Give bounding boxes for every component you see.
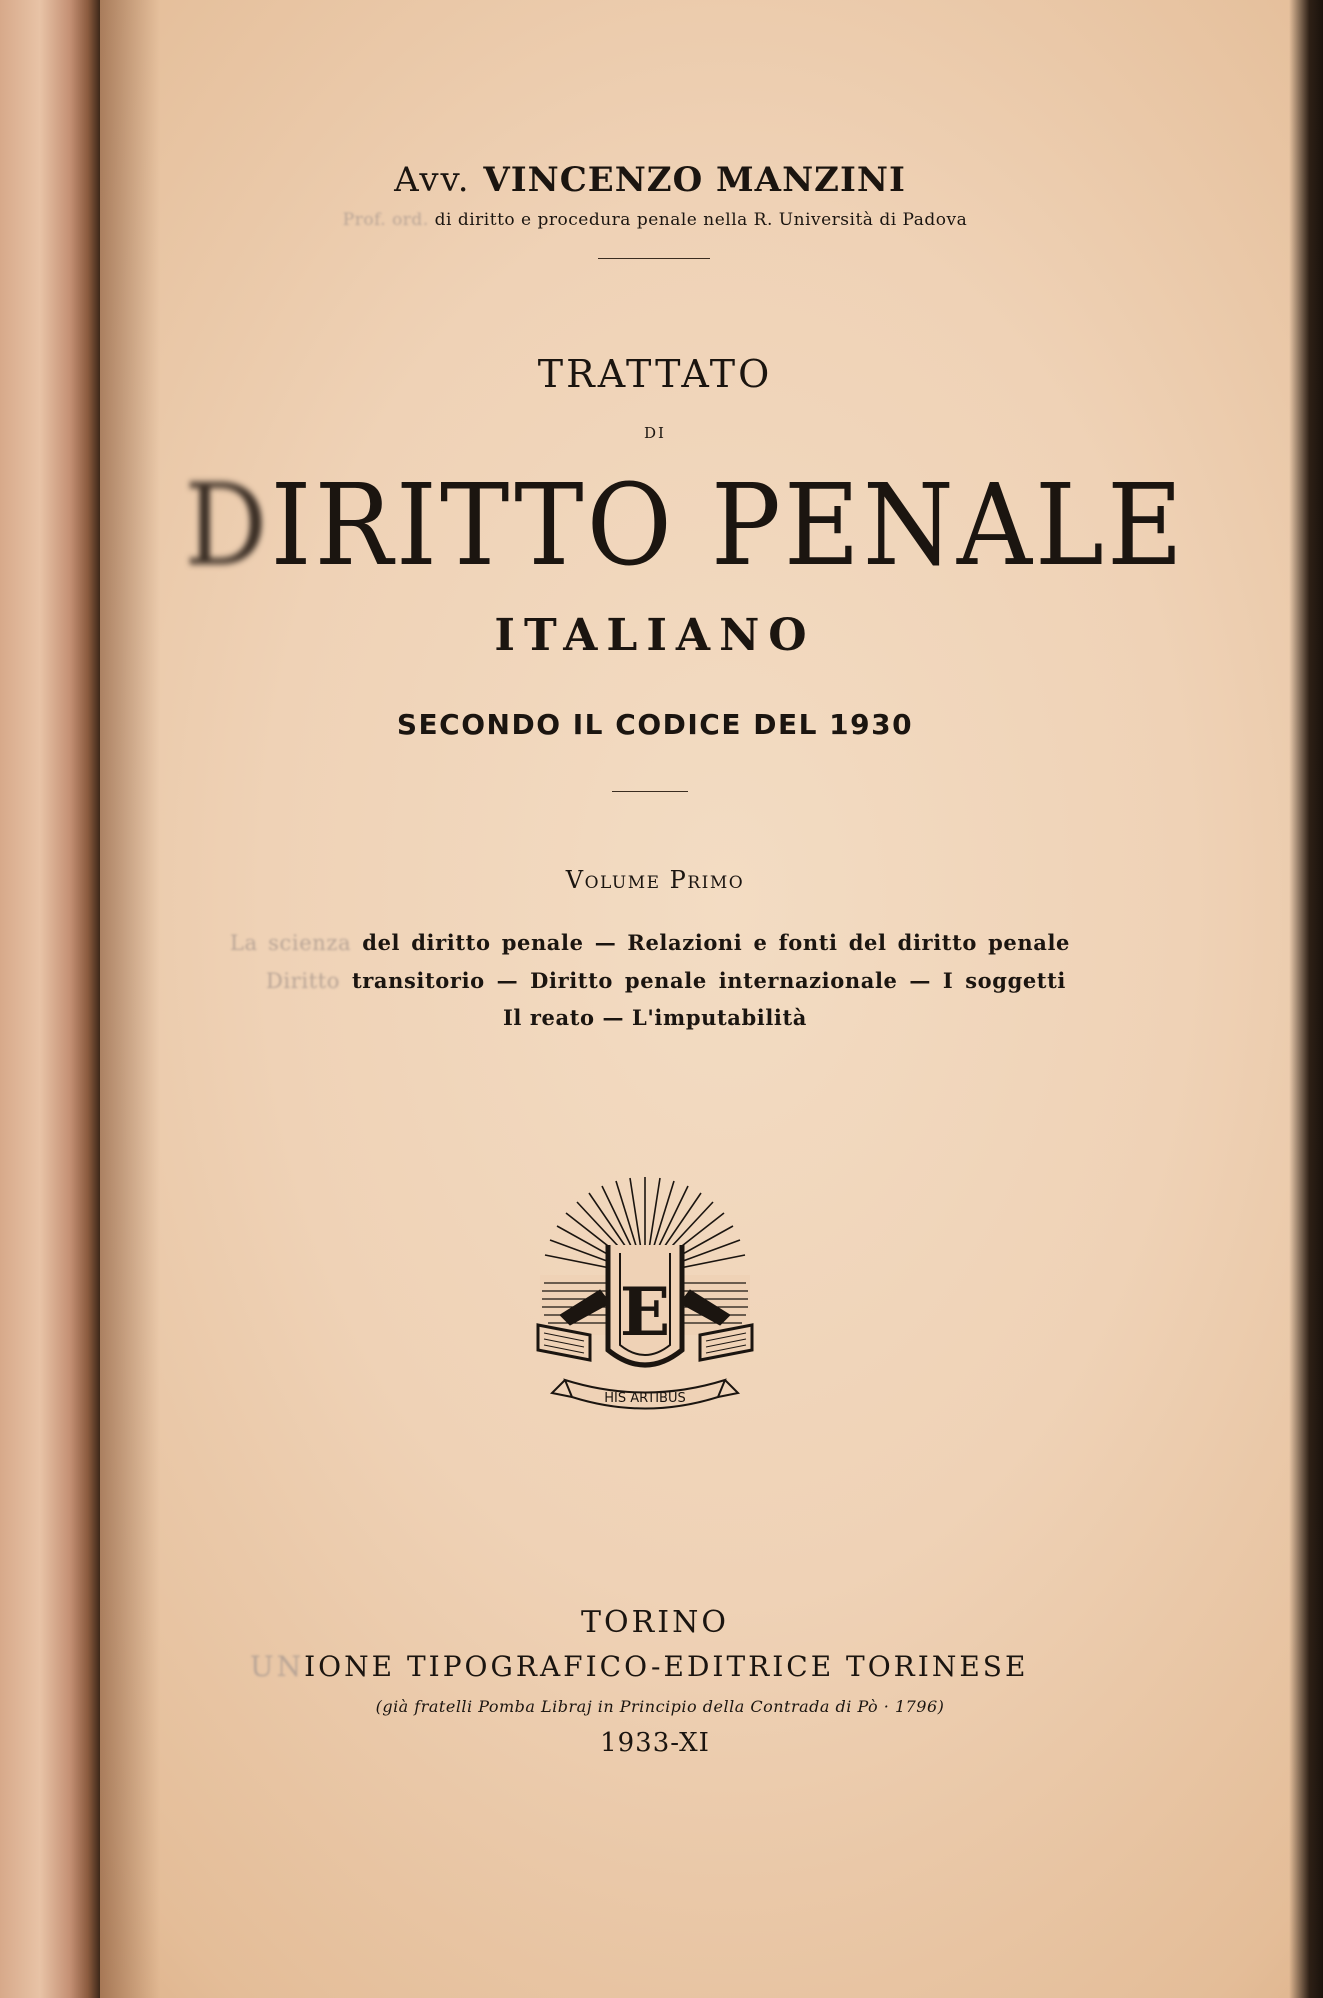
main-title-text: IRITTO PENALE	[270, 459, 1186, 591]
publisher-name	[250, 1650, 1040, 1683]
publisher-imprint: (già fratelli Pomba Libraj in Principio della Contrada di Pò · 1796)	[375, 1697, 945, 1716]
contents-line	[266, 968, 1066, 993]
subtitle: SECONDO IL CODICE DEL 1930	[396, 708, 914, 741]
affiliation-faded: Prof. ord.	[342, 210, 429, 230]
divider-rule	[598, 258, 710, 259]
author-affiliation	[0, 210, 1310, 230]
title-trattato: TRATTATO	[537, 352, 773, 396]
main-title	[120, 459, 1250, 591]
emblem-motto: HIS ARTIBUS	[604, 1391, 686, 1406]
publisher-emblem-icon	[530, 1175, 760, 1425]
publication-year: 1933-XI	[600, 1728, 710, 1758]
contents-faded: La scienza	[230, 931, 352, 955]
title-italiano: ITALIANO	[494, 610, 816, 661]
author-line	[0, 160, 1300, 200]
contents-text: transitorio — Diritto penale internazionale — I soggetti	[351, 968, 1066, 993]
svg-text:E: E	[619, 1273, 671, 1351]
publisher-faded: UN	[250, 1650, 305, 1683]
affiliation-text: di diritto e procedura penale nella R. Università di Padova	[434, 210, 968, 230]
publisher-text: IONE TIPOGRAFICO-EDITRICE TORINESE	[304, 1650, 1029, 1683]
volume-label: Volume Primo	[565, 866, 745, 894]
title-di: DI	[644, 424, 666, 442]
contents-text: del diritto penale — Relazioni e fonti del diritto penale	[362, 930, 1070, 955]
author-prefix: Avv.	[394, 160, 471, 200]
author-name: VINCENZO MANZINI	[483, 160, 906, 200]
contents-line: Il reato — L'imputabilità	[502, 1005, 808, 1030]
contents-line	[230, 930, 1070, 955]
contents-faded: Diritto	[266, 969, 341, 993]
main-title-faded-letter: D	[184, 459, 271, 591]
place-of-publication: TORINO	[581, 1605, 729, 1640]
divider-rule	[612, 791, 688, 792]
